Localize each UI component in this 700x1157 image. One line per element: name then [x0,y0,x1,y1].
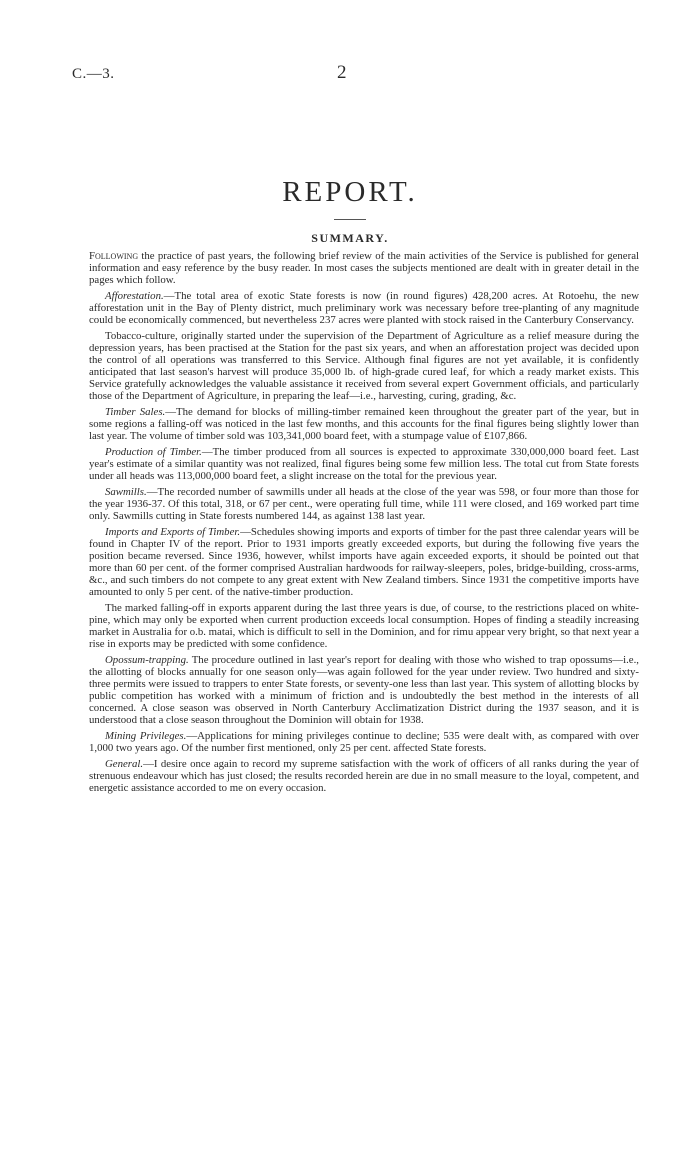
paragraph-text: —The timber produced from all sources is expected to approximate 330,000,000 board feet. Last year's estimate of a similar quantity was not realized, final figures being some few million less. The total cut from State forests under all heads was 113,000,000 board feet, a slight increase on the total for the previous year. [89,446,640,482]
paragraph-tobacco [89,330,639,402]
paragraph-lead: Timber Sales. [105,406,166,418]
paragraph-text: —The demand for blocks of milling-timber remained keen throughout the greater part of the year, but in some regions a falling-off was noticed in the last few months, and this accounts for the final figures being slightly lower than last year. The volume of timber sold was 103,341,000 board feet, with a stumpage value of £107,866. [89,406,639,442]
paragraph-production [89,446,639,482]
paragraph-text: the practice of past years, the following brief review of the main activities of the Service is published for general information and easy reference by the busy reader. In most cases the subjects mentioned are dealt with in greater detail in the pages which follow. [89,250,639,286]
paragraph-text: The marked falling-off in exports apparent during the last three years is due, of course, to the restrictions placed on white-pine, which may only be exported when current production exceeds local consumption. Hopes of finding a steadily increasing market in Australia for o.b. matai, which is difficult to sell in the Dominion, and for rimu appear very bright, so that next year a rise in exports may be predicted with some confidence. [89,602,640,650]
paragraph-timber-sales [89,406,639,442]
title-divider [334,219,366,220]
paragraph-lead: General. [105,758,144,770]
paragraph-text: —I desire once again to record my supreme satisfaction with the work of officers of all ranks during the year of strenuous endeavour which has just closed; the results recorded herein are due in no small measure to the loyal, competent, and energetic assistance accorded to me on every occasion. [89,758,639,794]
paragraph-text: —The recorded number of sawmills under all heads at the close of the year was 598, or four more than those for the year 1936-37. Of this total, 318, or 67 per cent., were operating full time, while 111 were closed, and 169 worked part time only. Sawmills cutting in State forests numbered 144, as against 138 last year. [89,486,639,522]
paragraph-text: —Schedules showing imports and exports of timber for the past three calendar years will be found in Chapter IV of the report. Prior to 1931 imports greatly exceeded exports, but during the following five years the position became reversed. Since 1936, however, whilst imports have again exceeded exports, it should be pointed out that more than 60 per cent. of the former comprised Australian hardwoods for railway-sleepers, poles, bridge-building, cross-arms, &c., and such timbers do not compete to any great extent with New Zealand timbers. Since 1931 the competitive imports have amounted to only 5 per cent. of the native-timber production. [89,526,639,598]
paragraph-lead: Imports and Exports of Timber. [105,526,241,538]
paragraph-text: Tobacco-culture, originally started under the supervision of the Department of Agriculture as a relief measure during the depression years, has been practised at the Station for the past six years, and when an afforestation project was decided upon the control of all operations was transferred to this Service. Although final figures are not yet available, it is confidently anticipated that last season's harvest will produce 35,000 lb. of high-grade cured leaf, for which a ready market exists. This Service gratefully acknowledges the valuable assistance it received from several expert Government officials, and particularly those of the Department of Agriculture, in preparing the leaf—i.e., harvesting, curing, grading, &c. [89,330,639,402]
paragraph-general [89,758,639,794]
page-reference: C.—3. [72,66,115,82]
paragraph-lead: Following [89,250,139,262]
paragraph-text: —Applications for mining privileges continue to decline; 535 were dealt with, as compared with over 1,000 two years ago. Of the number first mentioned, only 25 per cent. affected State forests. [89,730,639,754]
paragraph-sawmills [89,486,639,522]
paragraph-lead: Opossum-trapping. [105,654,189,666]
paragraph-lead: Afforestation. [105,290,164,302]
paragraph-mining [89,730,639,754]
summary-body [89,250,639,798]
paragraph-text: The procedure outlined in last year's report for dealing with those who wished to trap opossums—i.e., the allotting of blocks annually for one season only—was again followed for the year under review. Two hundred and sixty-three permits were issued to trappers to enter State forests, or seventy-one less than last year. This system of allotting blocks by public competition has worked with a minimum of friction and is undoubtedly the best method in the interests of all concerned. A close season was observed in North Canterbury Acclimatization District during the 1937 season, and it is understood that a close season throughout the Dominion will obtain for 1938. [89,654,639,726]
summary-heading: SUMMARY. [311,231,389,245]
paragraph-intro [89,250,639,286]
paragraph-imports-exports [89,526,639,598]
page-number: 2 [337,62,347,83]
paragraph-exports-falling [89,602,639,650]
paragraph-text: —The total area of exotic State forests is now (in round figures) 428,200 acres. At Rotoehu, the new afforestation unit in the Bay of Plenty district, much preliminary work was necessary before tree-planting of any magnitude could be economically commenced, but nevertheless 237 acres were planted with stock raised in the Canterbury Conservancy. [89,290,639,326]
paragraph-lead: Mining Privileges. [105,730,187,742]
paragraph-lead: Production of Timber. [105,446,202,458]
paragraph-opossum [89,654,639,726]
paragraph-afforestation [89,290,639,326]
report-title: REPORT. [282,176,418,208]
paragraph-lead: Sawmills. [105,486,147,498]
